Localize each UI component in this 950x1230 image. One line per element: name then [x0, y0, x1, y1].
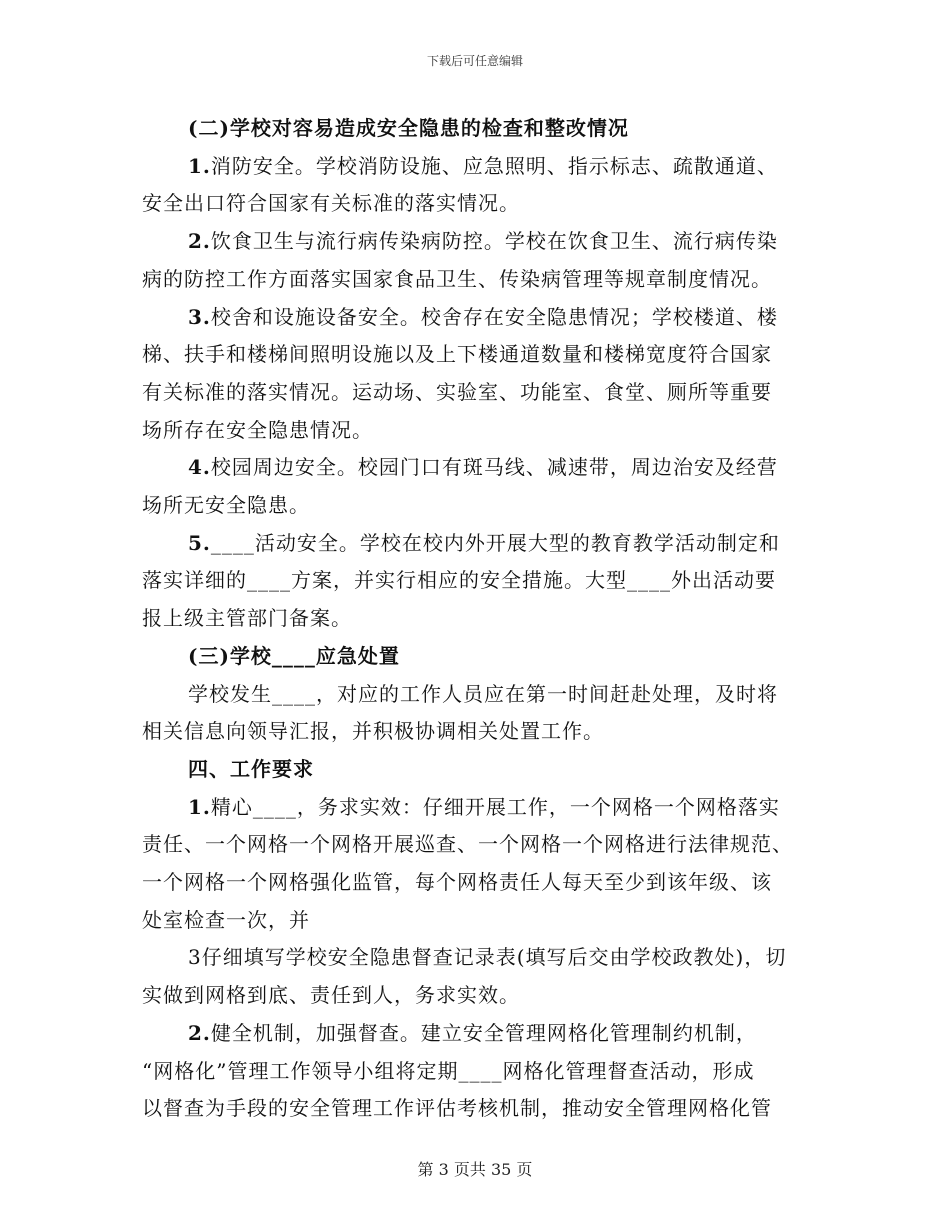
text-line	[142, 789, 814, 827]
text-line	[142, 185, 814, 223]
line-text: 校舍和设施设备安全。校舍存在安全隐患情况；学校楼道、楼	[210, 304, 778, 329]
text-line	[142, 487, 814, 525]
text-line	[142, 261, 814, 299]
line-text: 安全出口符合国家有关标准的落实情况。	[142, 191, 520, 216]
line-text: 病的防控工作方面落实国家食品卫生、传染病管理等规章制度情况。	[142, 266, 772, 291]
text-line	[142, 939, 814, 977]
line-text: ____活动安全。学校在校内外开展大型的教育教学活动制定和	[210, 530, 780, 555]
line-text: 3仔细填写学校安全隐患督查记录表(填写后交由学校政教处)，切	[188, 945, 787, 970]
text-line	[142, 336, 814, 374]
text-line	[142, 1053, 814, 1091]
text-line	[142, 412, 814, 450]
line-text: 实做到网格到底、责任到人，务求实效。	[142, 983, 520, 1008]
text-line	[142, 902, 814, 940]
item-number: 2.	[188, 229, 211, 254]
page-footer: 第 3 页共 35 页	[417, 1160, 533, 1179]
line-text: 学校发生____，对应的工作人员应在第一时间赶赴处理，及时将	[188, 681, 778, 706]
line-text: 场所无安全隐患。	[142, 493, 310, 518]
text-line	[142, 562, 814, 600]
item-number: 3.	[188, 304, 211, 329]
item-number: 2.	[188, 1020, 211, 1045]
text-line	[142, 977, 814, 1015]
line-text: 以督查为手段的安全管理工作评估考核机制，推动安全管理网格化管	[142, 1096, 772, 1121]
section-heading	[142, 110, 814, 148]
document-body	[142, 110, 814, 1128]
item-number: 5.	[188, 530, 211, 555]
line-text: 报上级主管部门备案。	[142, 606, 352, 631]
text-line	[142, 299, 814, 337]
text-line	[142, 826, 814, 864]
text-line	[142, 600, 814, 638]
text-line	[142, 713, 814, 751]
section-heading	[142, 638, 814, 676]
section-heading	[142, 751, 814, 789]
line-text: 消防安全。学校消防设施、应急照明、指示标志、疏散通道、	[210, 153, 778, 178]
line-text: 有关标准的落实情况。运动场、实验室、功能室、食堂、厕所等重要	[142, 379, 772, 404]
text-line	[142, 223, 814, 261]
line-text: 精心____，务求实效：仔细开展工作，一个网格一个网格落实	[210, 794, 780, 819]
item-number: 4.	[188, 455, 211, 480]
item-number: 1.	[188, 794, 211, 819]
line-text: 责任、一个网格一个网格开展巡查、一个网格一个网格进行法律规范、	[142, 832, 793, 857]
text-line	[142, 525, 814, 563]
text-line	[142, 374, 814, 412]
text-line	[142, 1015, 814, 1053]
line-text: 饮食卫生与流行病传染病防控。学校在饮食卫生、流行病传染	[210, 229, 778, 254]
line-text: 四、工作要求	[188, 756, 314, 781]
line-text: (二)学校对容易造成安全隐患的检查和整改情况	[188, 116, 629, 140]
text-line	[142, 676, 814, 714]
line-text: 梯、扶手和楼梯间照明设施以及上下楼通道数量和楼梯宽度符合国家	[142, 342, 772, 367]
text-line	[142, 1090, 814, 1128]
item-number: 1.	[188, 153, 211, 178]
text-line	[142, 864, 814, 902]
text-line	[142, 449, 814, 487]
line-text: “网格化”管理工作领导小组将定期____网格化管理督查活动，形成	[142, 1058, 755, 1083]
line-text: 相关信息向领导汇报，并积极协调相关处置工作。	[142, 719, 604, 744]
line-text: 一个网格一个网格强化监管，每个网格责任人每天至少到该年级、该	[142, 870, 772, 895]
line-text: 校园周边安全。校园门口有斑马线、减速带，周边治安及经营	[210, 455, 778, 480]
line-text: 健全机制，加强督查。建立安全管理网格化管理制约机制，	[210, 1020, 757, 1045]
line-text: 落实详细的____方案，并实行相应的安全措施。大型____外出活动要	[142, 568, 776, 593]
text-line	[142, 148, 814, 186]
page-header: 下载后可任意编辑	[426, 54, 523, 68]
line-text: 处室检查一次，并	[142, 907, 310, 932]
line-text: 场所存在安全隐患情况。	[142, 417, 373, 442]
line-text: (三)学校____应急处置	[188, 643, 400, 668]
